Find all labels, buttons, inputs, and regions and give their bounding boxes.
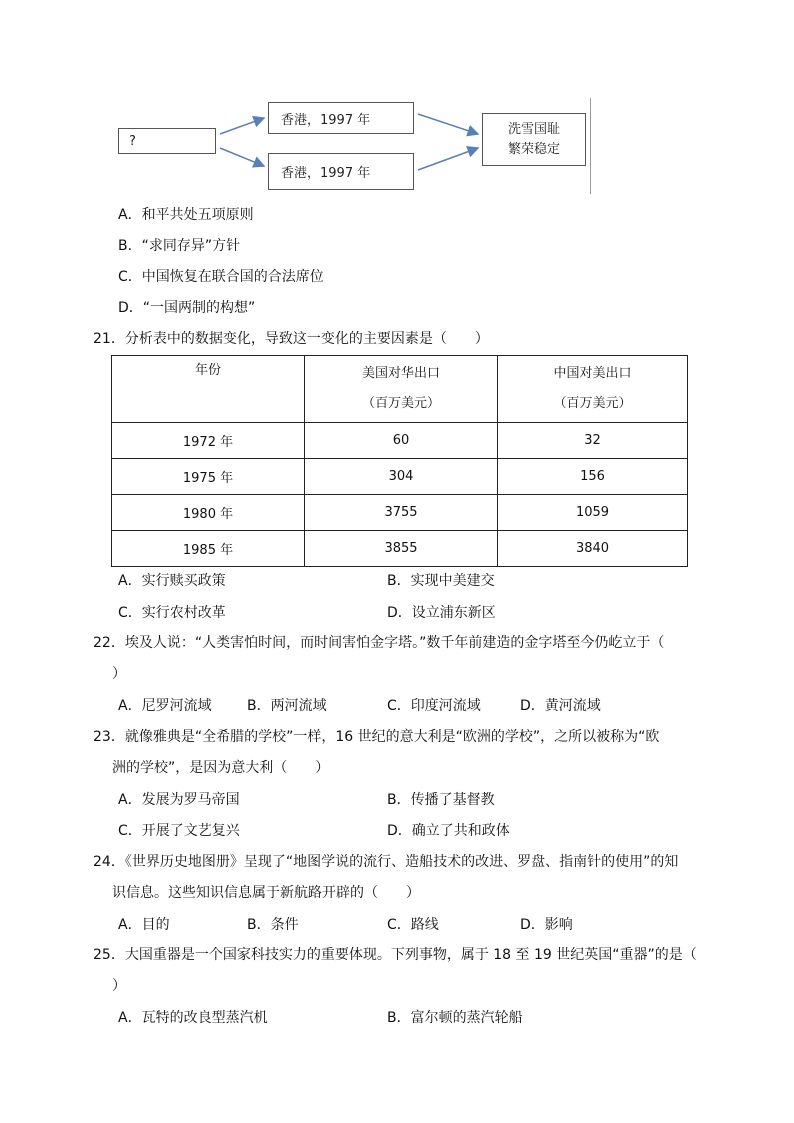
q22-option-d: D．黄河流域 [520, 698, 601, 714]
header-year [112, 356, 305, 423]
cell-year: 1975 年 [112, 459, 305, 495]
header-us-exports-unit: （百万美元） [361, 396, 440, 411]
q21-stem: 21．分析表中的数据变化，导致这一变化的主要因素是（ ） [93, 331, 489, 347]
q25-stem-line2: ） [112, 978, 126, 994]
header-us-exports-text: 美国对华出口 [361, 366, 440, 381]
q25-option-a: A．瓦特的改良型蒸汽机 [118, 1010, 268, 1026]
q21-option-c: C．实行农村改革 [118, 605, 226, 621]
table-row [112, 423, 688, 459]
q24-option-a: A．目的 [118, 917, 170, 933]
q22-option-a: A．尼罗河流域 [118, 698, 212, 714]
q24-stem-line1: 24．《世界历史地图册》呈现了“地图学说的流行、造船技术的改进、罗盘、指南针的使用”的知 [93, 854, 679, 870]
cell-cn-exports: 3840 [498, 531, 688, 567]
q20-option-a: A．和平共处五项原则 [118, 207, 254, 223]
q24-option-d: D．影响 [520, 917, 573, 933]
q23-option-c: C．开展了文艺复兴 [118, 823, 240, 839]
arrow-bottom-to-right [418, 148, 478, 170]
q21-option-a: A．实行赎买政策 [118, 573, 226, 589]
diagram-left-box-text: ? [129, 133, 136, 149]
arrow-left-to-top [220, 118, 264, 134]
cell-cn-exports: 156 [498, 459, 688, 495]
q20-option-c: C．中国恢复在联合国的合法席位 [118, 269, 324, 285]
q25-stem-line1: 25．大国重器是一个国家科技实力的重要体现。下列事物，属于 18 至 19 世纪英国“重器”的是（ [93, 947, 697, 963]
table-header-row [112, 356, 688, 423]
q22-option-b: B．两河流域 [247, 698, 327, 714]
header-cn-exports-unit: （百万美元） [553, 396, 632, 411]
cell-year: 1972 年 [112, 423, 305, 459]
q22-stem-line1: 22．埃及人说：“人类害怕时间，而时间害怕金字塔。”数千年前建造的金字塔至今仍屹立于（ [93, 635, 665, 651]
q25-option-b: B．富尔顿的蒸汽轮船 [387, 1010, 523, 1026]
cell-us-exports: 3855 [305, 531, 498, 567]
q24-option-c: C．路线 [387, 917, 439, 933]
cell-us-exports: 304 [305, 459, 498, 495]
cell-cn-exports: 32 [498, 423, 688, 459]
q24-option-b: B．条件 [247, 917, 299, 933]
q21-table [111, 355, 688, 567]
cell-us-exports: 3755 [305, 495, 498, 531]
header-cn-exports [498, 356, 688, 423]
arrow-left-to-bottom [220, 148, 264, 166]
q22-option-c: C．印度河流域 [387, 698, 481, 714]
q22-stem-line2: ） [112, 666, 126, 682]
header-year-text: 年份 [194, 363, 221, 378]
diagram-right-box-line2: 繁荣稳定 [507, 141, 560, 157]
table-row [112, 459, 688, 495]
table-row [112, 495, 688, 531]
header-us-exports [305, 356, 498, 423]
cell-year: 1985 年 [112, 531, 305, 567]
diagram-bottom-box-text: 香港，1997 年 [281, 166, 371, 181]
table-row [112, 531, 688, 567]
diagram [0, 0, 794, 200]
q20-option-b: B．“求同存异”方针 [118, 238, 241, 254]
header-cn-exports-text: 中国对美出口 [553, 366, 632, 381]
q20-option-d: D．“一国两制的构想” [118, 300, 256, 316]
q23-stem-line2: 洲的学校”，是因为意大利（ ） [112, 760, 330, 776]
diagram-arrows [0, 0, 794, 200]
q23-option-a: A．发展为罗马帝国 [118, 792, 240, 808]
cell-year: 1980 年 [112, 495, 305, 531]
q21-option-d: D．设立浦东新区 [387, 605, 496, 621]
q23-option-b: B．传播了基督教 [387, 792, 495, 808]
q23-option-d: D．确立了共和政体 [387, 823, 510, 839]
cell-cn-exports: 1059 [498, 495, 688, 531]
cell-us-exports: 60 [305, 423, 498, 459]
q24-stem-line2: 识信息。这些知识信息属于新航路开辟的（ ） [112, 885, 420, 901]
q23-stem-line1: 23．就像雅典是“全希腊的学校”一样，16 世纪的意大利是“欧洲的学校”，之所以被称为“欧 [93, 729, 660, 745]
diagram-right-box-line1: 洗雪国耻 [507, 121, 560, 137]
arrow-top-to-right [418, 114, 478, 134]
diagram-top-box-text: 香港，1997 年 [281, 112, 371, 128]
q21-option-b: B．实现中美建交 [387, 573, 495, 589]
